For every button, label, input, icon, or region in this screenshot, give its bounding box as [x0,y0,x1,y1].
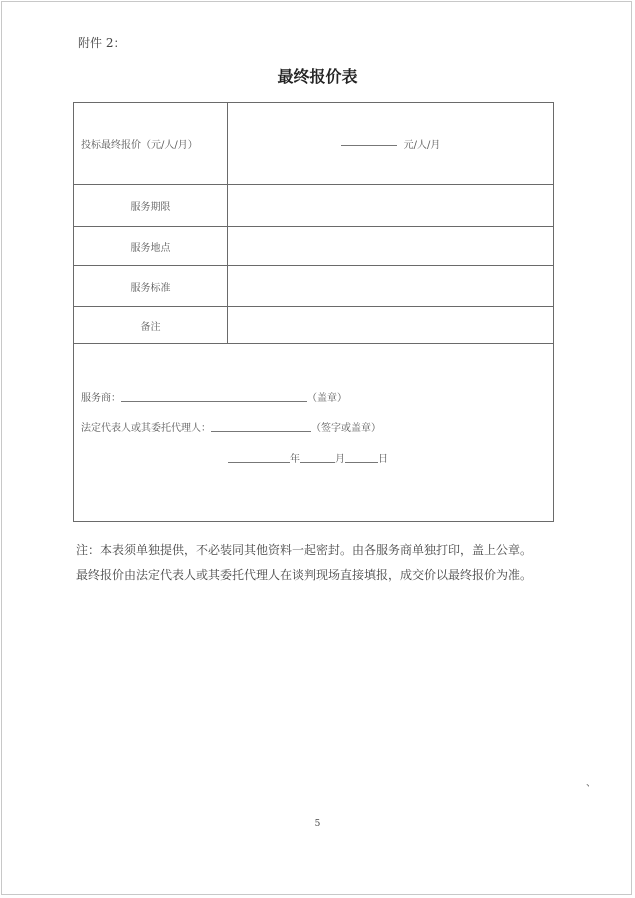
representative-blank[interactable] [211,421,311,432]
final-quote-table [73,102,554,522]
table-row-service-location [74,227,554,266]
table-row-remarks [74,307,554,344]
row-label-service-standard: 服务标准 [74,266,228,307]
representative-line [81,419,381,434]
row-value-service-location[interactable] [228,227,554,266]
day-label: 日 [378,454,388,465]
note-line-2: 最终报价由法定代表人或其委托代理人在谈判现场直接填报，成交价以最终报价为准。 [76,568,533,582]
year-label: 年 [290,454,300,465]
day-blank[interactable] [345,452,378,463]
representative-sign-note: （签字或盖章） [311,423,381,434]
provider-seal-note: （盖章） [307,393,347,404]
stray-mark: 、 [586,778,596,789]
provider-blank[interactable] [121,391,307,402]
month-blank[interactable] [300,452,335,463]
attachment-label: 附件 2： [78,36,126,50]
price-label-cell [74,103,228,185]
row-value-service-period[interactable] [228,185,554,227]
row-label-service-location: 服务地点 [74,227,228,266]
table-row-service-standard [74,266,554,307]
representative-label: 法定代表人或其委托代理人： [81,423,211,434]
row-value-remarks[interactable] [228,307,554,344]
page-number: 5 [314,819,321,829]
price-unit: 元/人/月 [403,140,441,151]
document-title: 最终报价表 [277,67,358,86]
provider-line [81,389,347,404]
table-row-price [74,103,554,185]
note-line-1: 注：本表须单独提供，不必装同其他资料一起密封。由各服务商单独打印，盖上公章。 [76,543,533,557]
price-blank-line [341,145,397,146]
month-label: 月 [335,454,345,465]
date-line [228,450,388,465]
price-label: 投标最终报价（元/人/月） [81,140,198,151]
year-blank[interactable] [228,452,290,463]
row-label-remarks: 备注 [74,307,228,344]
price-value-cell[interactable] [228,103,554,185]
row-value-service-standard[interactable] [228,266,554,307]
row-label-service-period: 服务期限 [74,185,228,227]
signature-block [74,344,554,522]
provider-label: 服务商： [81,393,121,404]
table-row-signature [74,344,554,522]
table-row-service-period [74,185,554,227]
